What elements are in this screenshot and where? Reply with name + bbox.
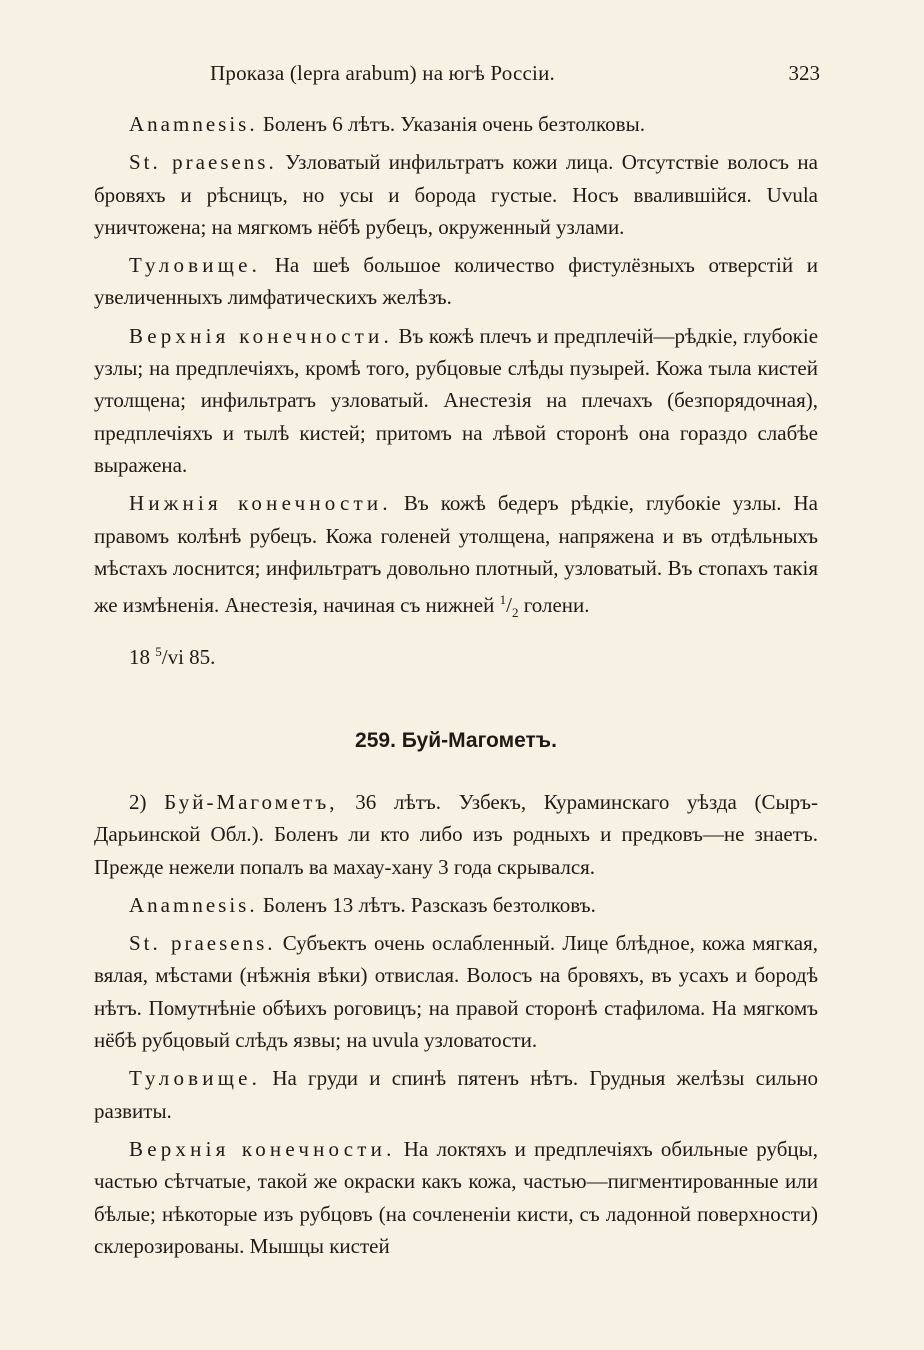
case-258-text <box>94 108 818 673</box>
date-line <box>94 636 818 673</box>
fraction-denominator: 2 <box>511 605 519 621</box>
status-text-2: Субъектъ очень ослабленный. Лице блѣдное, кожа мягкая, вялая, мѣстами (нѣжнія вѣки) отвислая. Волосъ на бровяхъ, въ усахъ и бородѣ нѣтъ. Помутнѣніе обѣихъ роговицъ; на правой сторонѣ стафилома. На мягкомъ нёбѣ рубцовый слѣдъ язвы; на uvula узловатости. <box>94 931 818 1053</box>
paragraph-intro <box>94 786 818 883</box>
lower-limbs-label: Нижнія конечности. <box>129 491 392 516</box>
paragraph-status-praesens <box>94 146 818 243</box>
entry-heading: 259. Буй-Магометъ. <box>355 729 557 752</box>
lower-limbs-text-end: голени. <box>523 593 590 618</box>
date-rest: /vi 85. <box>161 644 216 669</box>
running-title: Проказа (lepra arabum) на югѣ Россіи. <box>210 61 555 85</box>
case-259-text <box>94 786 818 1268</box>
trunk-label-2: Туловище. <box>129 1066 262 1091</box>
date-day: 18 <box>129 644 150 669</box>
paragraph-upper-limbs <box>94 320 818 481</box>
status-text: Узловатый инфильтратъ кожи лица. Отсутствіе волосъ на бровяхъ и рѣсницъ, но усы и борода густые. Носъ ввалившійся. Uvula уничтожена; на мягкомъ нёбѣ рубецъ, окруженный узлами. <box>94 150 818 239</box>
page-number: 323 <box>788 61 820 85</box>
upper-limbs-text: Въ кожѣ плечъ и предплечій—рѣдкіе, глубокіе узлы; на предплечіяхъ, кромѣ того, рубцовые слѣды пузырей. Кожа тыла кистей утолщена; инфильтратъ узловатый. Анестезія на плечахъ (безпорядочная), предплечіяхъ и тылѣ кистей; притомъ на лѣвой сторонѣ она гораздо слабѣе выражена. <box>94 323 819 477</box>
anamnesis-label-2: Anamnesis. <box>129 892 258 917</box>
paragraph-trunk <box>94 249 818 314</box>
paragraph-lower-limbs: Нижнія конечности. Въ кожѣ бедеръ рѣдкіе, глубокіе узлы. На правомъ колѣнѣ рубецъ. Кожа голеней утолщена, напряжена и въ отдѣльныхъ мѣстахъ лоснится; инфильтратъ довольно плотный, узловатый. Въ стопахъ такія же измѣненія. Анестезія, начиная съ нижней $^1/_2$ голени. <box>94 491 818 621</box>
paragraph-status-praesens-2 <box>94 927 818 1056</box>
trunk-text: На шеѣ большое количество фистулёзныхъ отверстій и увеличенныхъ лимфатическихъ желѣзъ. <box>94 253 818 310</box>
anamnesis-label: Anamnesis. <box>129 112 258 136</box>
paragraph-anamnesis <box>94 108 818 140</box>
trunk-label: Туловище. <box>129 253 262 278</box>
upper-limbs-label-2: Верхнія конечности. <box>129 1136 396 1161</box>
date-superscript: 5 <box>155 643 162 659</box>
status-label-2: St. praesens. <box>129 931 276 956</box>
paragraph-anamnesis-2 <box>94 889 818 921</box>
trunk-text-2: На груди и спинѣ пятенъ нѣтъ. Грудныя желѣзы сильно развиты. <box>94 1066 819 1123</box>
lower-limbs-text: Въ кожѣ бедеръ рѣдкіе, глубокіе узлы. На правомъ колѣнѣ рубецъ. Кожа голеней утолщена, напряжена и въ отдѣльныхъ мѣстахъ лоснится; инфильтратъ довольно плотный, узловатый. Въ стопахъ такія же измѣненія. Анестезія, начиная съ нижней <box>94 491 818 618</box>
anamnesis-text: Боленъ 6 лѣтъ. Указанія очень безтолковы. <box>262 112 645 136</box>
upper-limbs-label: Верхнія конечности. <box>129 323 393 348</box>
paragraph-upper-limbs-2 <box>94 1133 818 1262</box>
anamnesis-text-2: Боленъ 13 лѣтъ. Разсказъ безтолковъ. <box>262 892 596 917</box>
intro-text: 36 лѣтъ. Узбекъ, Кураминскаго уѣзда (Сыръ-Дарьинской Обл.). Боленъ ли кто либо изъ родныхъ и предковъ—не знаетъ. Прежде нежели попалъ ва махау-хану 3 года скрывался. <box>94 790 818 879</box>
fraction-numerator: 1 <box>499 592 507 608</box>
running-head <box>122 58 820 88</box>
status-label: St. praesens. <box>129 150 277 175</box>
upper-limbs-text-2: На локтяхъ и предплечіяхъ обильные рубцы, частью сѣтчатые, такой же окраски какъ кожа, частью—пигментированные или бѣлые; нѣкоторые изъ рубцовъ (на сочлененіи кисти, съ ладонной поверхности) склерозированы. Мышцы кистей <box>94 1136 818 1258</box>
intro-number: 2) <box>129 790 147 814</box>
patient-name: Буй-Магометъ, <box>164 790 338 814</box>
paragraph-trunk-2 <box>94 1062 818 1127</box>
